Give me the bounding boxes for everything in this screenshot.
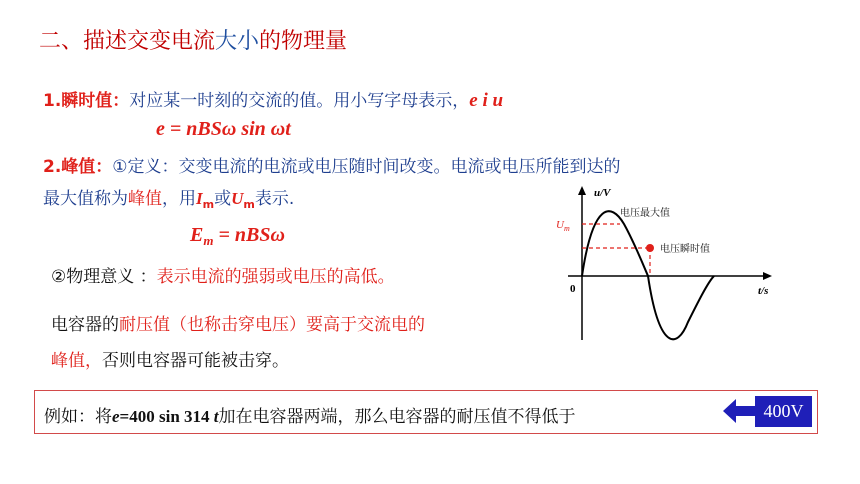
peak-formula: $E_m = nBS\omega$ — [190, 224, 285, 248]
sine-curve — [582, 211, 714, 339]
meaning-line: ②物理意义 ：表示电流的强弱或电压的高低。 — [51, 267, 395, 287]
example-text: 例如：将e=400 sin 314 t加在电容器两端，那么电容器的耐压值不得低于 — [44, 407, 576, 427]
peak-def-line: 2.峰值：①定义：交变电流的电流或电压随时间改变。电流或电压所能到达的 — [43, 157, 621, 177]
x-axis-label: t/s — [758, 285, 769, 297]
capacitor-line1: 电容器的耐压值（也称击穿电压）要高于交流电的 — [51, 315, 425, 335]
y-axis-arrow — [578, 186, 586, 195]
peak-line2: 最大值称为峰值，用$I_m$或$U_m$表示. — [43, 189, 295, 211]
inst-point — [646, 244, 654, 252]
inst-label: 电压瞬时值 — [660, 244, 710, 255]
capacitor-line2: 峰值，否则电容器可能被击穿。 — [51, 351, 289, 371]
um-label: $U_m$ — [556, 219, 570, 233]
x-axis-arrow — [763, 272, 772, 280]
page-title: 二、描述交变电流大小的物理量 — [39, 29, 348, 54]
instant-line: 1.瞬时值：对应某一时刻的交流的值。用小写字母表示，e i u — [43, 90, 504, 111]
peak-label: 2.峰值： — [43, 157, 113, 177]
instant-symbols: e i u — [469, 90, 504, 111]
answer-box[interactable]: 400V — [755, 396, 812, 427]
instant-label: 1.瞬时值： — [43, 91, 130, 111]
sine-graph — [548, 182, 778, 342]
instant-formula: e = nBSω sin ωt — [156, 118, 291, 140]
max-label: 电压最大值 — [620, 208, 670, 219]
left-arrow-icon — [723, 398, 757, 424]
y-axis-label: u/V — [594, 187, 611, 199]
origin-label: 0 — [570, 283, 576, 295]
